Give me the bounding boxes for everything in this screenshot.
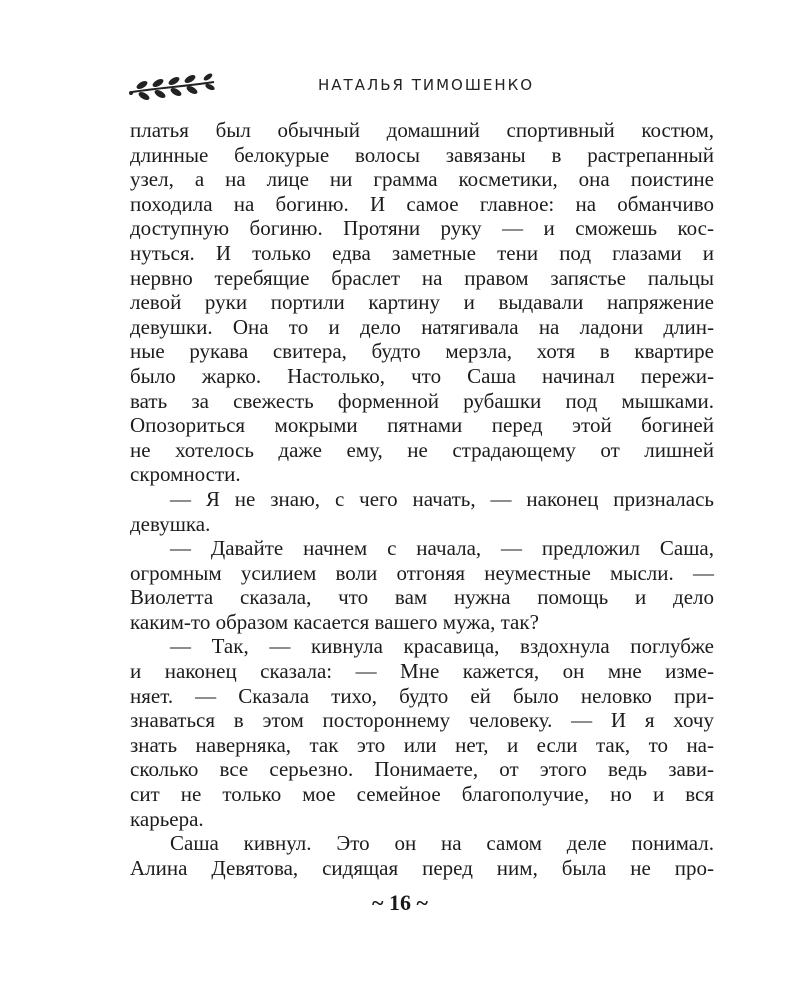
text-line: Опозориться мокрыми пятнами перед этой богиней <box>130 413 714 438</box>
text-line: няет. — Сказала тихо, будто ей было неловко при- <box>130 683 714 708</box>
text-line: карьера. <box>130 806 204 831</box>
body-text <box>130 118 714 880</box>
text-line: Саша кивнул. Это он на самом деле понимал. <box>170 831 714 856</box>
page-number: ~ 16 ~ <box>372 890 428 915</box>
text-line: девушка. <box>130 511 211 536</box>
text-line: длинные белокурые волосы завязаны в растрепанный <box>130 142 714 167</box>
text-line: знаваться в этом постороннему человеку. — И я хочу <box>130 708 714 733</box>
running-head: НАТАЛЬЯ ТИМОШЕНКО <box>318 76 535 94</box>
text-line: вать за свежесть форменной рубашки под мышками. <box>130 388 714 413</box>
text-line: Виолетта сказала, что вам нужна помощь и дело <box>130 585 714 610</box>
text-line: девушки. Она то и дело натягивала на ладони длин- <box>130 314 714 339</box>
text-line: — Так, — кивнула красавица, вздохнула поглубже <box>170 634 714 659</box>
text-line: левой руки портили картину и выдавали напряжение <box>130 290 714 315</box>
text-line: сколько все серьезно. Понимаете, от этого ведь зави- <box>130 757 714 782</box>
text-line: нервно теребящие браслет на правом запястье пальцы <box>130 265 714 290</box>
page-header <box>128 68 688 104</box>
text-line: скромности. <box>130 462 241 487</box>
text-line: походила на богиню. И самое главное: на обманчиво <box>130 191 714 216</box>
text-line: не хотелось даже ему, не страдающему от лишней <box>130 437 714 462</box>
text-line: узел, а на лице ни грамма косметики, она поистине <box>130 167 714 192</box>
text-line: было жарко. Настолько, что Саша начинал пережи- <box>130 363 714 388</box>
text-line: — Я не знаю, с чего начать, — наконец призналась <box>170 486 714 511</box>
text-line: огромным усилием воли отгоняя неуместные мысли. — <box>130 560 714 585</box>
text-line: ные рукава свитера, будто мерзла, хотя в квартире <box>130 339 714 364</box>
text-line: доступную богиню. Протяни руку — и сможешь кос- <box>130 216 714 241</box>
text-line: каким-то образом касается вашего мужа, так? <box>130 609 539 634</box>
text-line: платья был обычный домашний спортивный костюм, <box>130 118 714 142</box>
text-line: и наконец сказала: — Мне кажется, он мне изме- <box>130 659 714 684</box>
text-line: нуться. И только едва заметные тени под глазами и <box>130 240 714 265</box>
text-line: — Давайте начнем с начала, — предложил Саша, <box>170 536 714 561</box>
text-line: Алина Девятова, сидящая перед ним, была не про- <box>130 855 714 880</box>
text-line: сит не только мое семейное благополучие, но и вся <box>130 782 714 807</box>
leaf-branch-icon <box>128 68 220 104</box>
text-line: знать наверняка, так это или нет, и если так, то на- <box>130 732 714 757</box>
